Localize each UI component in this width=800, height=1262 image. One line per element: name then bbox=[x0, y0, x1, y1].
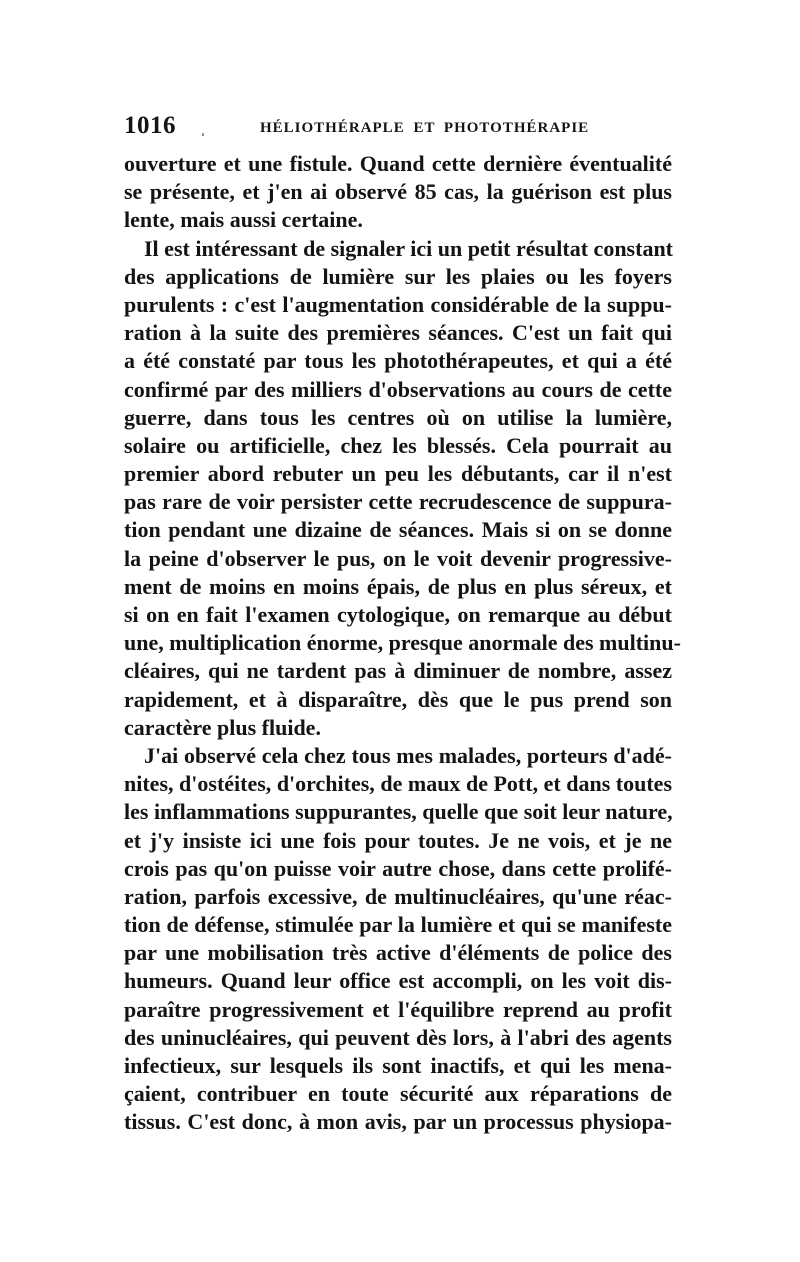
text-line: tion pendant une dizaine de séances. Mais si on se donne bbox=[124, 517, 672, 543]
text-line: par une mobilisation très active d'éléments de police des bbox=[124, 940, 672, 966]
text-line: nites, d'ostéites, d'orchites, de maux de Pott, et dans toutes bbox=[124, 771, 672, 797]
text-line: premier abord rebuter un peu les débutants, car il n'est bbox=[124, 461, 672, 487]
text-line: paraître progressivement et l'équilibre reprend au profit bbox=[124, 996, 672, 1022]
text-line: ment de moins en moins épais, de plus en plus séreux, et bbox=[124, 573, 672, 599]
text-line: J'ai observé cela chez tous mes malades, porteurs d'adé- bbox=[144, 742, 672, 768]
text-line: solaire ou artificielle, chez les blessés. Cela pourrait au bbox=[124, 432, 672, 458]
page-number: 1016 bbox=[124, 112, 176, 139]
text-line: rapidement, et à disparaître, dès que le pus prend son bbox=[124, 686, 672, 712]
text-line: se présente, et j'en ai observé 85 cas, la guérison est plus bbox=[124, 179, 672, 205]
text-line: la peine d'observer le pus, on le voit devenir progressive- bbox=[124, 545, 672, 571]
text-line: crois pas qu'on puisse voir autre chose, dans cette prolifé- bbox=[124, 855, 672, 881]
running-title: HÉLIOTHÉRAPLE ET PHOTOTHÉRAPIE bbox=[260, 120, 590, 136]
text-line: lente, mais aussi certaine. bbox=[124, 207, 363, 233]
text-line: caractère plus fluide. bbox=[124, 714, 321, 740]
text-line: pas rare de voir persister cette recrudescence de suppura- bbox=[124, 489, 672, 515]
header-mark: ˌ bbox=[200, 116, 206, 136]
text-line: guerre, dans tous les centres où on utilise la lumière, bbox=[124, 404, 672, 430]
text-line: humeurs. Quand leur office est accompli, on les voit dis- bbox=[124, 968, 672, 994]
text-line: purulents : c'est l'augmentation considérable de la suppu- bbox=[124, 291, 672, 317]
text-line: a été constaté par tous les photothérapeutes, et qui a été bbox=[124, 348, 672, 374]
text-line: si on en fait l'examen cytologique, on remarque au début bbox=[124, 602, 672, 627]
body-text bbox=[124, 150, 681, 1137]
text-line: les inflammations suppurantes, quelle que soit leur nature, bbox=[124, 799, 673, 825]
text-line: infectieux, sur lesquels ils sont inactifs, et qui les mena- bbox=[124, 1053, 672, 1078]
text-line: cléaires, qui ne tardent pas à diminuer de nombre, assez bbox=[124, 658, 672, 684]
text-line: ration à la suite des premières séances. C'est un fait qui bbox=[124, 320, 672, 346]
running-header bbox=[124, 112, 684, 144]
text-line: des uninucléaires, qui peuvent dès lors, à l'abri des agents bbox=[124, 1024, 672, 1050]
text-line: des applications de lumière sur les plaies ou les foyers bbox=[124, 263, 672, 289]
text-line: ration, parfois excessive, de multinucléaires, qu'une réac- bbox=[124, 883, 672, 909]
text-line: tion de défense, stimulée par la lumière et qui se manifeste bbox=[124, 912, 672, 938]
text-line: çaient, contribuer en toute sécurité aux réparations de bbox=[124, 1081, 672, 1107]
text-line: et j'y insiste ici une fois pour toutes. Je ne vois, et je ne bbox=[124, 827, 672, 853]
text-line: Il est intéressant de signaler ici un petit résultat constant bbox=[144, 235, 673, 261]
text-line: une, multiplication énorme, presque anormale des multinu- bbox=[124, 630, 681, 656]
text-line: tissus. C'est donc, à mon avis, par un processus physiopa- bbox=[124, 1109, 672, 1135]
text-line: confirmé par des milliers d'observations au cours de cette bbox=[124, 376, 672, 402]
text-line: ouverture et une fistule. Quand cette dernière éventualité bbox=[124, 151, 672, 176]
